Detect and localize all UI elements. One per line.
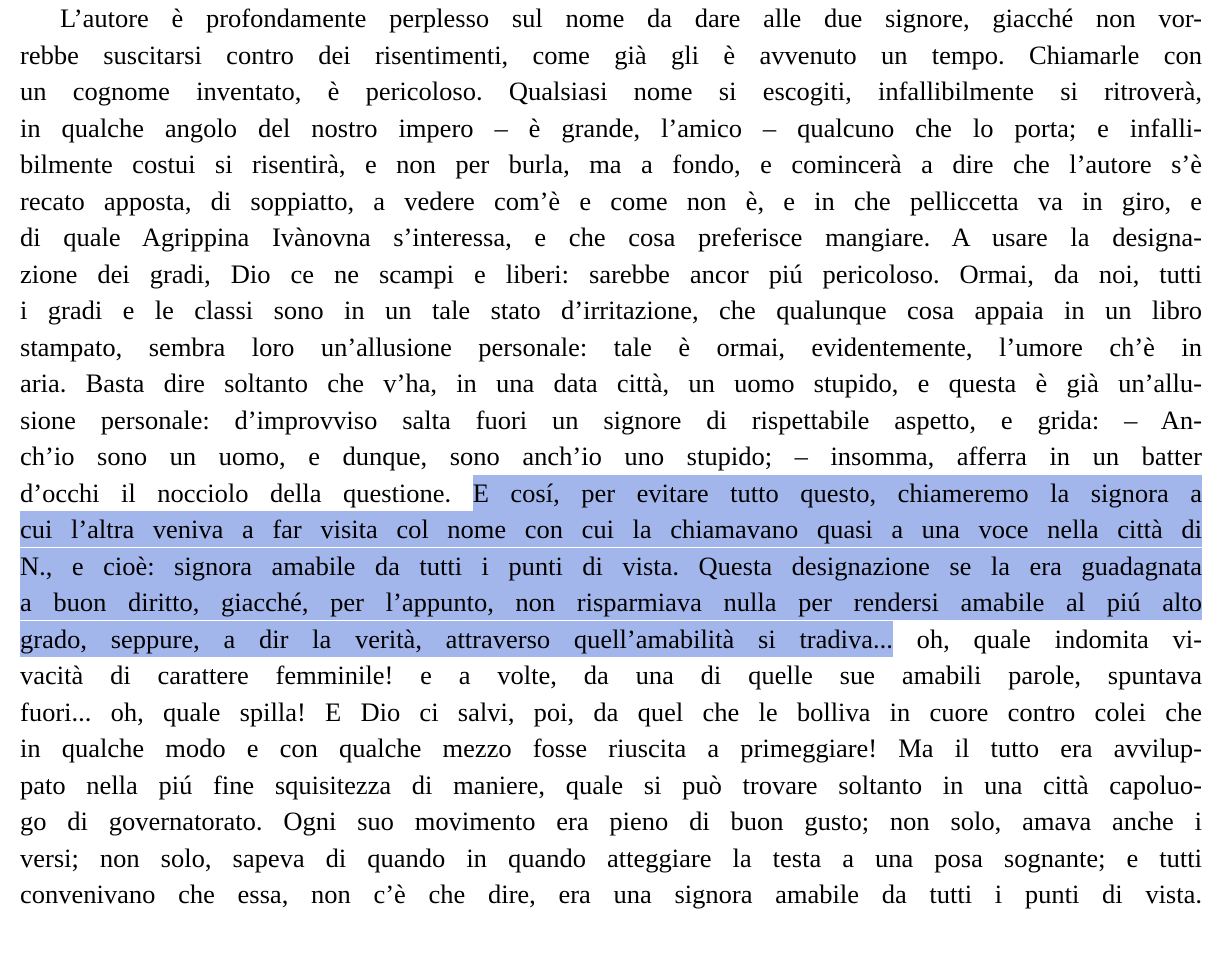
text-line [20, 621, 1202, 657]
selected-text[interactable]: N., e cioè: signora amabile da tutti i punti di vista. Questa designazione se la era guadagnata [20, 548, 1202, 584]
text-line [20, 110, 1202, 146]
text-line [20, 730, 1202, 766]
line-text: un cognome inventato, è pericoloso. Qualsiasi nome si escogiti, infallibilmente si ritroverà, [20, 76, 1202, 106]
text-line [20, 876, 1202, 912]
line-text: convenivano che essa, non c’è che dire, era una signora amabile da tutti i punti di vista. [20, 879, 1202, 909]
line-text: sione personale: d’improvviso salta fuori un signore di rispettabile aspetto, e grida: – An- [20, 404, 1202, 435]
line-text: in qualche angolo del nostro impero – è grande, l’amico – qualcuno che lo porta; e infalli- [20, 112, 1202, 143]
text-line [20, 767, 1202, 803]
text-line [20, 548, 1202, 584]
text-line [20, 402, 1202, 438]
text-line [20, 475, 1202, 511]
line-text: pato nella piú fine squisitezza di maniere, quale si può trovare soltanto in una città capoluo- [20, 769, 1202, 800]
line-text: in qualche modo e con qualche mezzo fosse riuscita a primeggiare! Ma il tutto era avvilup- [20, 733, 1202, 763]
line-text: bilmente costui si risentirà, e non per burla, ma a fondo, e comincerà a dire che l’autore s’è [20, 149, 1202, 179]
line-text: i gradi e le classi sono in un tale stato d’irritazione, che qualunque cosa appaia in un libro [20, 295, 1202, 325]
line-text: stampato, sembra loro un’allusione personale: tale è ormai, evidentemente, l’umore ch’è in [20, 331, 1202, 362]
text-line [20, 803, 1202, 839]
text-line [20, 219, 1202, 255]
text-line [20, 657, 1202, 693]
selected-text[interactable]: grado, seppure, a dir la verità, attraverso quell’amabilità si tradiva... [20, 621, 893, 657]
text-line [20, 584, 1202, 620]
text-line [20, 511, 1202, 547]
text-line [20, 146, 1202, 182]
line-text: oh, quale indomita vi- [892, 623, 1202, 654]
line-text: recato apposta, di soppiatto, a vedere com’è e come non è, e in che pelliccetta va in giro, e [20, 185, 1202, 216]
text-line [20, 694, 1202, 730]
line-text: ch’io sono un uomo, e dunque, sono anch’io uno stupido; – insomma, afferra in un batter [20, 441, 1202, 471]
text-line [20, 329, 1202, 365]
text-line [20, 183, 1202, 219]
line-text: fuori... oh, quale spilla! E Dio ci salvi, poi, da quel che le bolliva in cuore contro colei che [20, 696, 1202, 727]
text-line [20, 0, 1202, 36]
line-text: di quale Agrippina Ivànovna s’interessa, e che cosa preferisce mangiare. A usare la designa- [20, 222, 1202, 252]
line-text: d’occhi il nocciolo della questione. [20, 477, 473, 508]
selected-text[interactable]: cui l’altra veniva a far visita col nome con cui la chiamavano quasi a una voce nella città di [20, 511, 1202, 547]
text-line [20, 438, 1202, 474]
text-line [20, 840, 1202, 876]
line-text: rebbe suscitarsi contro dei risentimenti, come già gli è avvenuto un tempo. Chiamarle con [20, 39, 1202, 70]
text-line [20, 37, 1202, 73]
selected-text[interactable]: a buon diritto, giacché, per l’appunto, non risparmiava nulla per rendersi amabile al piú alto [20, 584, 1202, 620]
document-page [20, 0, 1202, 970]
line-text: go di governatorato. Ogni suo movimento era pieno di buon gusto; non solo, amava anche i [20, 806, 1202, 836]
text-line [20, 365, 1202, 401]
text-line [20, 256, 1202, 292]
line-text: versi; non solo, sapeva di quando in quando atteggiare la testa a una posa sognante; e tutti [20, 842, 1202, 873]
line-text: L’autore è profondamente perplesso sul nome da dare alle due signore, giacché non vor- [60, 3, 1202, 33]
line-text: aria. Basta dire soltanto che v’ha, in una data città, un uomo stupido, e questa è già un’allu- [20, 368, 1202, 398]
line-text: zione dei gradi, Dio ce ne scampi e liberi: sarebbe ancor piú pericoloso. Ormai, da noi, tutti [20, 258, 1202, 289]
selected-text[interactable]: E cosí, per evitare tutto questo, chiameremo la signora a [473, 475, 1202, 511]
text-line [20, 73, 1202, 109]
line-text: vacità di carattere femminile! e a volte, da una di quelle sue amabili parole, spuntava [20, 660, 1202, 690]
text-line [20, 292, 1202, 328]
